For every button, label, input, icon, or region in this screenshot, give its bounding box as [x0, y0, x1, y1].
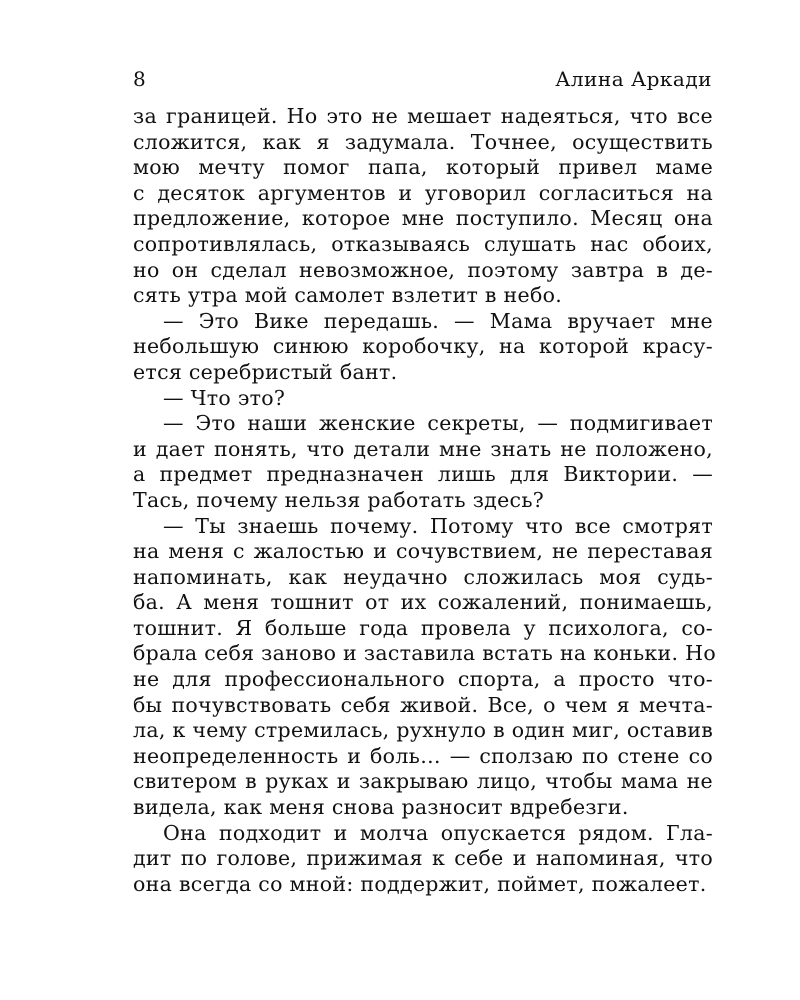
text-line: мою мечту помог папа, который привел маме — [133, 155, 713, 180]
text-line: — Это Вике передашь. — Мама вручает мне — [163, 308, 713, 333]
text-line: брала себя заново и заставила встать на коньки. Но — [133, 641, 716, 666]
text-line: на меня с жалостью и сочувствием, не переставая — [133, 539, 713, 564]
text-line: с десяток аргументов и уговорил согласиться на — [133, 180, 713, 205]
running-title: Алина Аркади — [555, 67, 712, 91]
text-line: за границей. Но это не мешает надеяться, что все — [133, 104, 713, 128]
text-line: ла, к чему стремилась, рухнуло в один миг, оставив — [133, 718, 714, 743]
text-line: не для профессионального спорта, а просто что- — [133, 667, 713, 692]
text-line: ба. А меня тошнит от их сожалений, понимаешь, — [133, 590, 713, 615]
body-text — [133, 104, 716, 897]
text-line: напоминать, как неудачно сложилась моя судь- — [133, 564, 713, 589]
text-line: — Что это? — [163, 385, 286, 410]
text-line: ется серебристый бант. — [133, 359, 398, 384]
text-line: сопротивлялась, отказываясь слушать нас обоих, — [133, 231, 713, 256]
text-line: Она подходит и молча опускается рядом. Гла- — [163, 820, 713, 845]
text-line: сложится, как я задумала. Точнее, осуществить — [133, 129, 713, 154]
text-line: она всегда со мной: поддержит, поймет, пожалеет. — [133, 871, 707, 896]
text-line: Тась, почему нельзя работать здесь? — [133, 487, 545, 512]
text-line: тошнит. Я больше года провела у психолога, со- — [133, 615, 713, 640]
text-line: но он сделал невозможное, поэтому завтра в де- — [133, 257, 713, 282]
page-number: 8 — [133, 67, 146, 91]
text-line: — Ты знаешь почему. Потому что все смотрят — [163, 513, 713, 538]
text-line: а предмет предназначен лишь для Виктории. — — [133, 462, 713, 487]
text-line: дит по голове, прижимая к себе и напоминая, что — [133, 846, 713, 871]
page-header — [133, 67, 712, 93]
text-line: видела, как меня снова разносит вдребезги. — [133, 795, 629, 820]
text-line: сять утра мой самолет взлетит в небо. — [133, 283, 563, 308]
text-line: и дает понять, что детали мне знать не положено, — [133, 436, 713, 461]
text-line: неопределенность и боль… — сползаю по стене со — [133, 743, 713, 768]
text-line: предложение, которое мне поступило. Месяц она — [133, 206, 713, 231]
text-line: бы почувствовать себя живой. Все, о чем я мечта- — [133, 692, 713, 717]
text-line: небольшую синюю коробочку, на которой красу- — [133, 334, 713, 359]
text-line: — Это наши женские секреты, — подмигивает — [163, 411, 713, 436]
text-line: свитером в руках и закрываю лицо, чтобы мама не — [133, 769, 713, 794]
